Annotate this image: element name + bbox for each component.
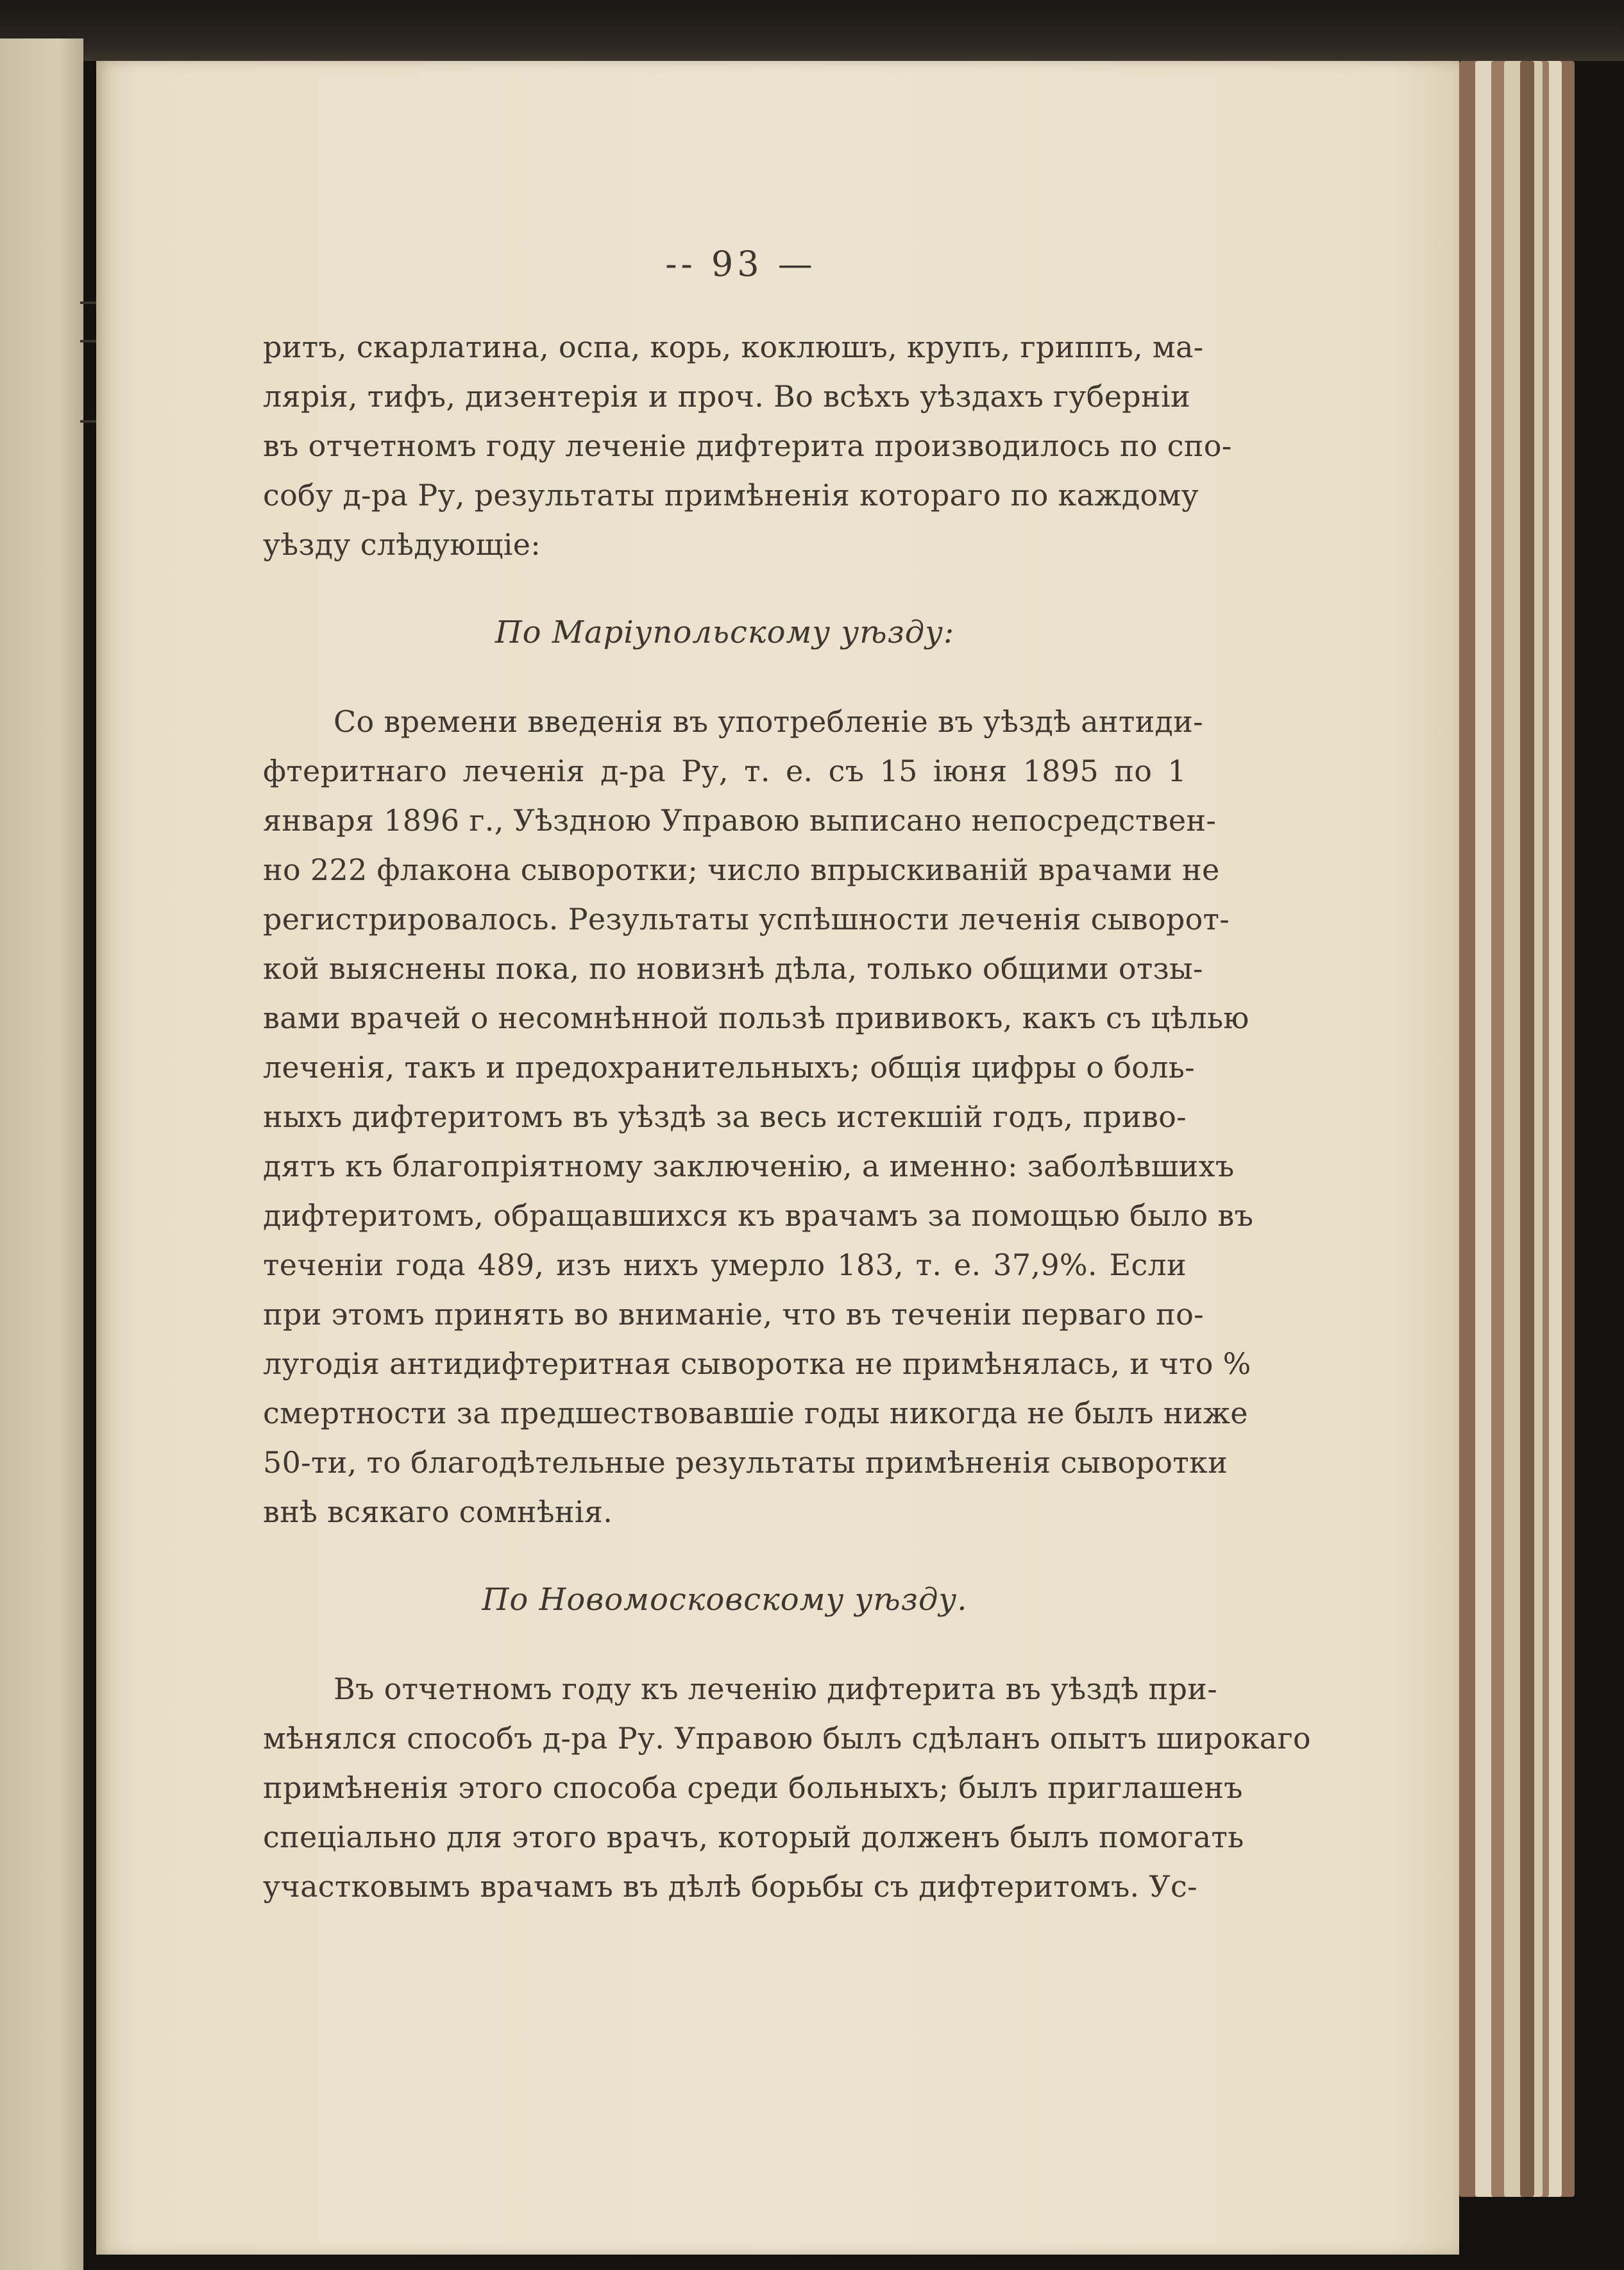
section-heading-novomoskovsk: По Новомосковскому уѣзду.	[482, 1582, 968, 1618]
text-line: ритъ, скарлатина, оспа, корь, коклюшъ, крупъ, гриппъ, ма-	[263, 330, 1204, 364]
text-line: кой выяснены пока, по новизнѣ дѣла, только общими отзы-	[263, 951, 1203, 986]
page-text	[263, 244, 1311, 1911]
page-number: -- 93 —	[665, 244, 816, 284]
text-line: января 1896 г., Уѣздною Управою выписано непосредствен-	[263, 803, 1217, 838]
text-line: мѣнялся способъ д-ра Ру. Управою былъ сдѣланъ опытъ широкаго	[263, 1721, 1311, 1756]
section-heading-mariupol: По Маріупольскому уѣзду:	[495, 614, 955, 650]
paragraph-1	[263, 323, 1232, 570]
text-line: фтеритнаго леченія д-ра Ру, т. е. съ 15 іюня 1895 по 1	[263, 754, 1187, 788]
text-line: ныхъ дифтеритомъ въ уѣздѣ за весь истекшій годъ, приво-	[263, 1099, 1187, 1134]
text-line: уѣзду слѣдующіе:	[263, 527, 541, 562]
text-line: спеціально для этого врачъ, который долженъ былъ помогать	[263, 1820, 1244, 1854]
text-line: при этомъ принять во вниманіе, что въ теченіи перваго по-	[263, 1297, 1204, 1332]
previous-page-edge	[0, 38, 83, 2270]
text-line: регистрировалось. Результаты успѣшности леченія сыворот-	[263, 902, 1230, 936]
text-line: но 222 флакона сыворотки; число впрыскиваній врачами не	[263, 852, 1220, 887]
text-line: лугодія антидифтеритная сыворотка не примѣнялась, и что %	[263, 1346, 1251, 1381]
text-line: внѣ всякаго сомнѣнія.	[263, 1495, 613, 1529]
text-line: теченіи года 489, изъ нихъ умерло 183, т. е. 37,9%. Если	[263, 1248, 1187, 1282]
page-stack-edge	[1520, 61, 1534, 2197]
text-line: участковымъ врачамъ въ дѣлѣ борьбы съ дифтеритомъ. Ус-	[263, 1869, 1197, 1904]
text-line: дифтеритомъ, обращавшихся къ врачамъ за помощью было въ	[263, 1198, 1254, 1233]
text-line: лярія, тифъ, дизентерія и проч. Во всѣхъ уѣздахъ губерніи	[263, 379, 1190, 414]
paragraph-3	[263, 1664, 1311, 1911]
text-line: Со времени введенія въ употребленіе въ уѣздѣ антиди-	[334, 704, 1203, 739]
text-line: 50-ти, то благодѣтельные результаты примѣненія сыворотки	[263, 1445, 1228, 1480]
text-line: Въ отчетномъ году къ леченію дифтерита въ уѣздѣ при-	[334, 1672, 1218, 1706]
text-line: примѣненія этого способа среди больныхъ; былъ приглашенъ	[263, 1770, 1243, 1805]
text-line: дятъ къ благопріятному заключенію, а именно: заболѣвшихъ	[263, 1149, 1235, 1183]
text-line: вами врачей о несомнѣнной пользѣ прививокъ, какъ съ цѣлью	[263, 1001, 1249, 1035]
text-line: собу д-ра Ру, результаты примѣненія котораго по каждому	[263, 478, 1199, 512]
scan-background-top	[0, 0, 1624, 61]
text-line: леченія, такъ и предохранительныхъ; общія цифры о боль-	[263, 1050, 1195, 1085]
text-line: смертности за предшествовавшіе годы никогда не былъ ниже	[263, 1396, 1248, 1430]
text-line: въ отчетномъ году леченіе дифтерита производилось по спо-	[263, 428, 1232, 463]
paragraph-2	[263, 697, 1254, 1537]
